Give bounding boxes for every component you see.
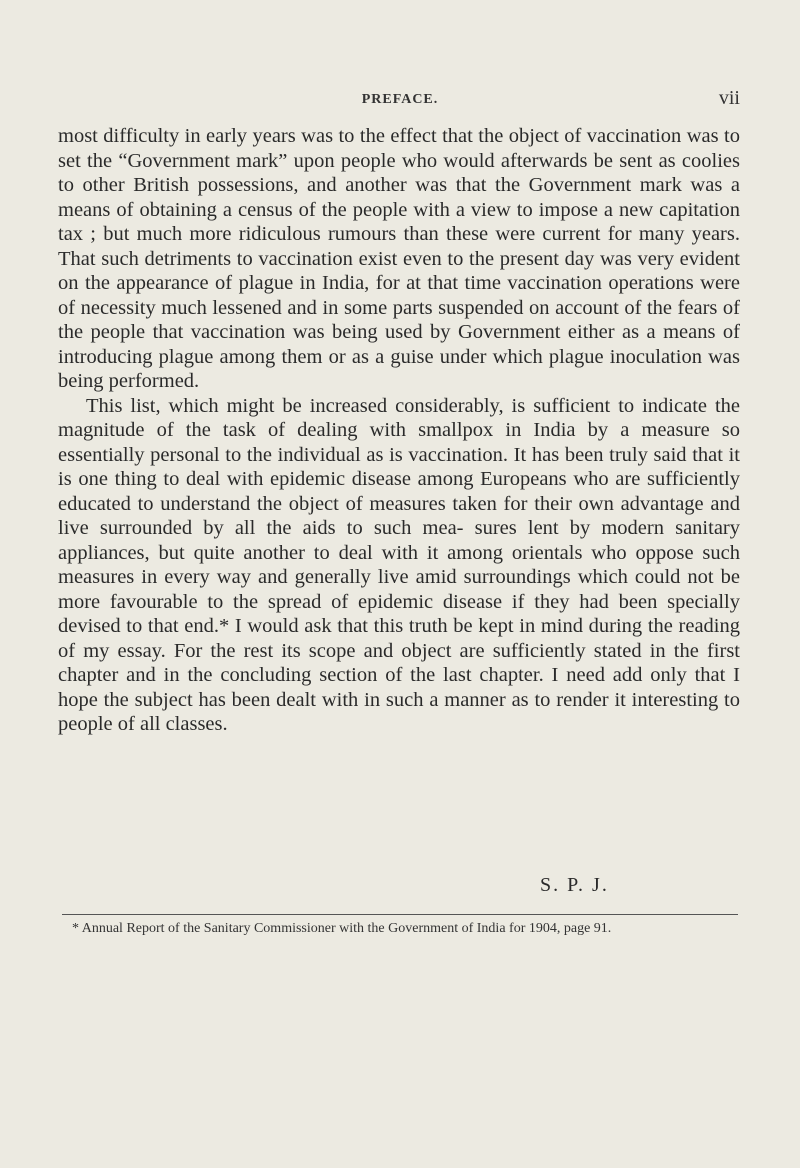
paragraph-continuation: most difficulty in early years was to the effect that the object of vaccination was to set the “Government mark” upon people who would afterwards be sent as coolies to other British possessions, and another was that the Government mark was a means of obtaining a census of the people with a view to impose a new capitation tax ; but much more ridiculous rumours than these were current for many years. That such detriments to vaccination exist even to the present day was very evident on the appearance of plague in India, for at that time vaccination operations were of necessity much lessened and in some parts suspended on account of the fears of the people that vaccination was being used by Government either as a means of introducing plague among them or as a guise under which plague inoculation was being performed. <box>58 125 740 392</box>
footnote-divider <box>62 914 738 915</box>
body-text <box>58 124 740 737</box>
page-number: vii <box>718 87 740 109</box>
footnote <box>58 920 742 937</box>
running-head <box>60 87 740 114</box>
paragraph: This list, which might be increased considerably, is sufficient to indicate the magnitude of the task of dealing with smallpox in India by a measure so essentially personal to the individual as is vaccination. It has been truly said that it is one thing to deal with epidemic disease among Europeans who are sufficiently educated to understand the object of measures taken for their own advantage and live surrounded by all the aids to such mea- sures lent by modern sanitary appliances, but quite another to deal with it among orientals who oppose such measures in every way and generally live amid surroundings which could not be more favourable to the spread of epidemic disease if they had been specially devised to that end.* I would ask that this truth be kept in mind during the reading of my essay. For the rest its scope and object are sufficiently stated in the first chapter and in the concluding section of the last chapter. I need add only that I hope the subject has been dealt with in such a manner as to render it interesting to people of all classes. <box>58 394 740 735</box>
author-signature: S. P. J. <box>540 874 609 896</box>
running-title: PREFACE. <box>361 92 439 107</box>
footnote-text: * Annual Report of the Sanitary Commissioner with the Government of India for 1904, page 91. <box>72 921 612 936</box>
